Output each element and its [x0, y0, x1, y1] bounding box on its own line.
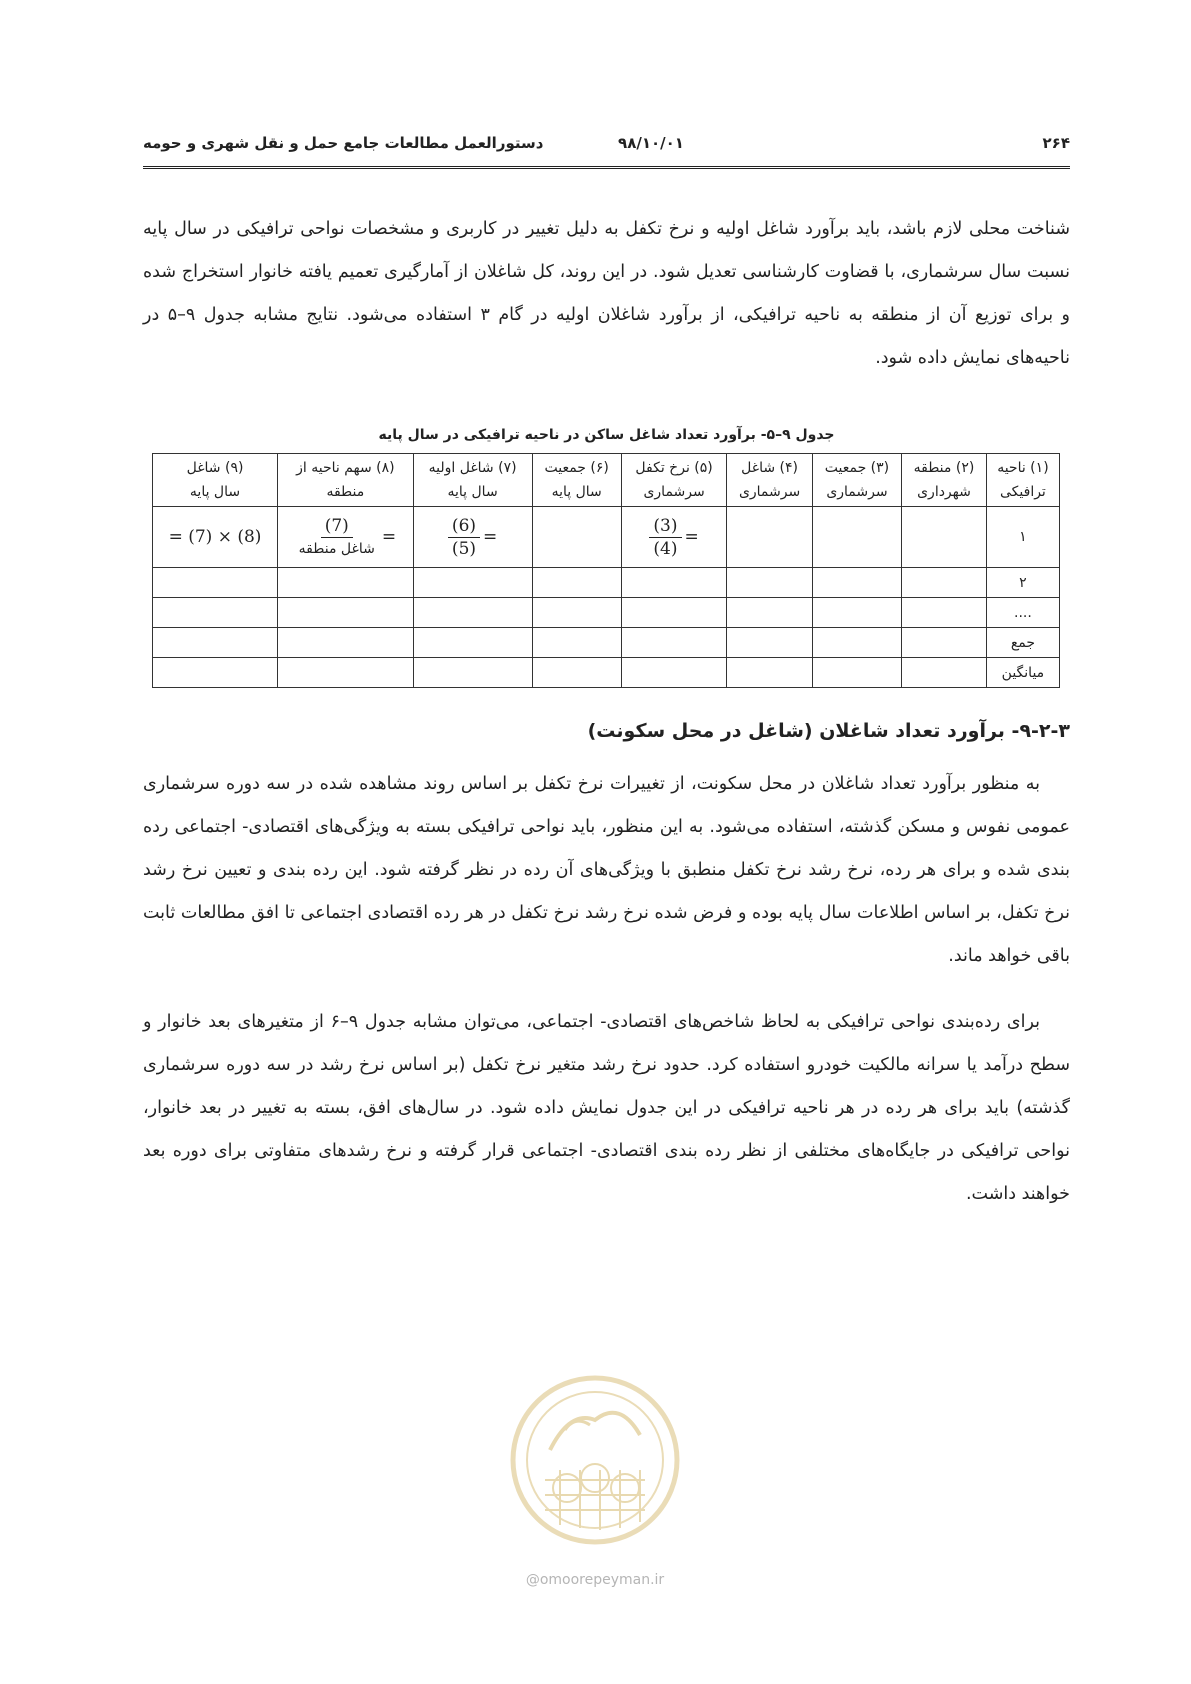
table-row	[153, 658, 1060, 688]
paragraph-2: به منظور برآورد تعداد شاغلان در محل سکونت، از تغییرات نرخ تکفل بر اساس روند مشاهده شده در سه دوره سرشماری عمومی نفوس و مسکن گذشته، استفاده می‌شود. به این منظور، باید نواحی ترافیکی بسته به ویژگی‌های اقتصادی- اجتماعی رده بندی شده و برای هر رده، نرخ رشد نرخ تکفل منطبق با ویژگی‌های آن رده در نظر گرفته شود. این رده بندی و تعیین نرخ رشد نرخ تکفل، بر اساس اطلاعات سال پایه بوده و فرض شده نرخ رشد نرخ تکفل در هر رده اقتصادی اجتماعی تا افق مطالعات ثابت باقی خواهد ماند.	[143, 774, 1070, 966]
formula-initial-employment: = $\frac{(6)}{(5)}$	[413, 507, 532, 568]
header-cell: (۶) جمعیت سال پایه	[532, 454, 621, 507]
watermark: @omoorepeyman.ir	[525, 1572, 665, 1588]
header-cell: (۱) ناحیه ترافیکی	[986, 454, 1059, 507]
table-row	[153, 598, 1060, 628]
paragraph-1: شناخت محلی لازم باشد، باید برآورد شاغل اولیه و نرخ تکفل به دلیل تغییر در کاربری و مشخصات نواحی ترافیکی در سال پایه نسبت سال سرشماری، با قضاوت کارشناسی تعدیل شود. در این روند، کل شاغلان از آمارگیری تعمیم یافته خانوار استخراج شده و برای توزیع آن از منطقه به ناحیه ترافیکی، از برآورد شاغلان اولیه در گام ۳ استفاده می‌شود. نتایج مشابه جدول ۹–۵ در ناحیه‌های نمایش داده شود.	[143, 219, 1070, 368]
document-title: دستورالعمل مطالعات جامع حمل و نقل شهری و حومه	[143, 134, 544, 152]
row-label: ۱	[986, 507, 1059, 568]
header-cell: (۸) سهم ناحیه از منطقه	[278, 454, 414, 507]
paragraph-3: برای رده‌بندی نواحی ترافیکی به لحاظ شاخص‌های اقتصادی- اجتماعی، می‌توان مشابه جدول ۹–۶ از متغیرهای بعد خانوار و سطح درآمد یا سرانه مالکیت خودرو استفاده کرد. حدود نرخ رشد متغیر نرخ تکفل (بر اساس نرخ رشد در سه دوره سرشماری گذشته) باید برای هر رده در هر ناحیه ترافیکی در این جدول نمایش داده شود. در سال‌های افق، بسته به تغییر در بعد خانوار، نواحی ترافیکی در جایگاه‌های مختلفی از نظر رده بندی اقتصادی- اجتماعی قرار گرفته و نرخ رشدهای متفاوتی برای دوره بعد خواهند داشت.	[143, 1012, 1070, 1204]
table-caption: جدول ۹–۵- برآورد تعداد شاغل ساکن در ناحیه ترافیکی در سال پایه	[378, 427, 835, 443]
header-cell: (۷) شاغل اولیه سال پایه	[413, 454, 532, 507]
page-number: ۲۶۴	[1042, 134, 1070, 152]
table-row	[153, 628, 1060, 658]
header-cell: (۹) شاغل سال پایه	[153, 454, 278, 507]
page-header	[143, 130, 1070, 169]
formula-base-employment: = (7) × (8)	[153, 507, 278, 568]
formula-dependency-rate: = $\frac{(3)}{(4)}$	[621, 507, 727, 568]
row-label: جمع	[986, 628, 1059, 658]
header-cell: (۵) نرخ تکفل سرشماری	[621, 454, 727, 507]
publisher-logo-icon	[505, 1370, 685, 1550]
row-label: میانگین	[986, 658, 1059, 688]
header-cell: (۳) جمعیت سرشماری	[812, 454, 901, 507]
document-date: ۹۸/۱۰/۰۱	[618, 134, 684, 152]
row-label: ۲	[986, 568, 1059, 598]
formula-zone-share: = $\frac{(7)}{\text{شاغل منطقه}}$	[278, 507, 414, 568]
section-heading: ۹-۲-۳- برآورد تعداد شاغلان (شاغل در محل سکونت)	[587, 720, 1070, 742]
table-row	[153, 568, 1060, 598]
header-cell: (۲) منطقه شهرداری	[902, 454, 987, 507]
row-label: ....	[986, 598, 1059, 628]
header-cell: (۴) شاغل سرشماری	[727, 454, 812, 507]
table-header-row	[153, 454, 1060, 507]
employment-table	[152, 453, 1060, 688]
table-row	[153, 507, 1060, 568]
